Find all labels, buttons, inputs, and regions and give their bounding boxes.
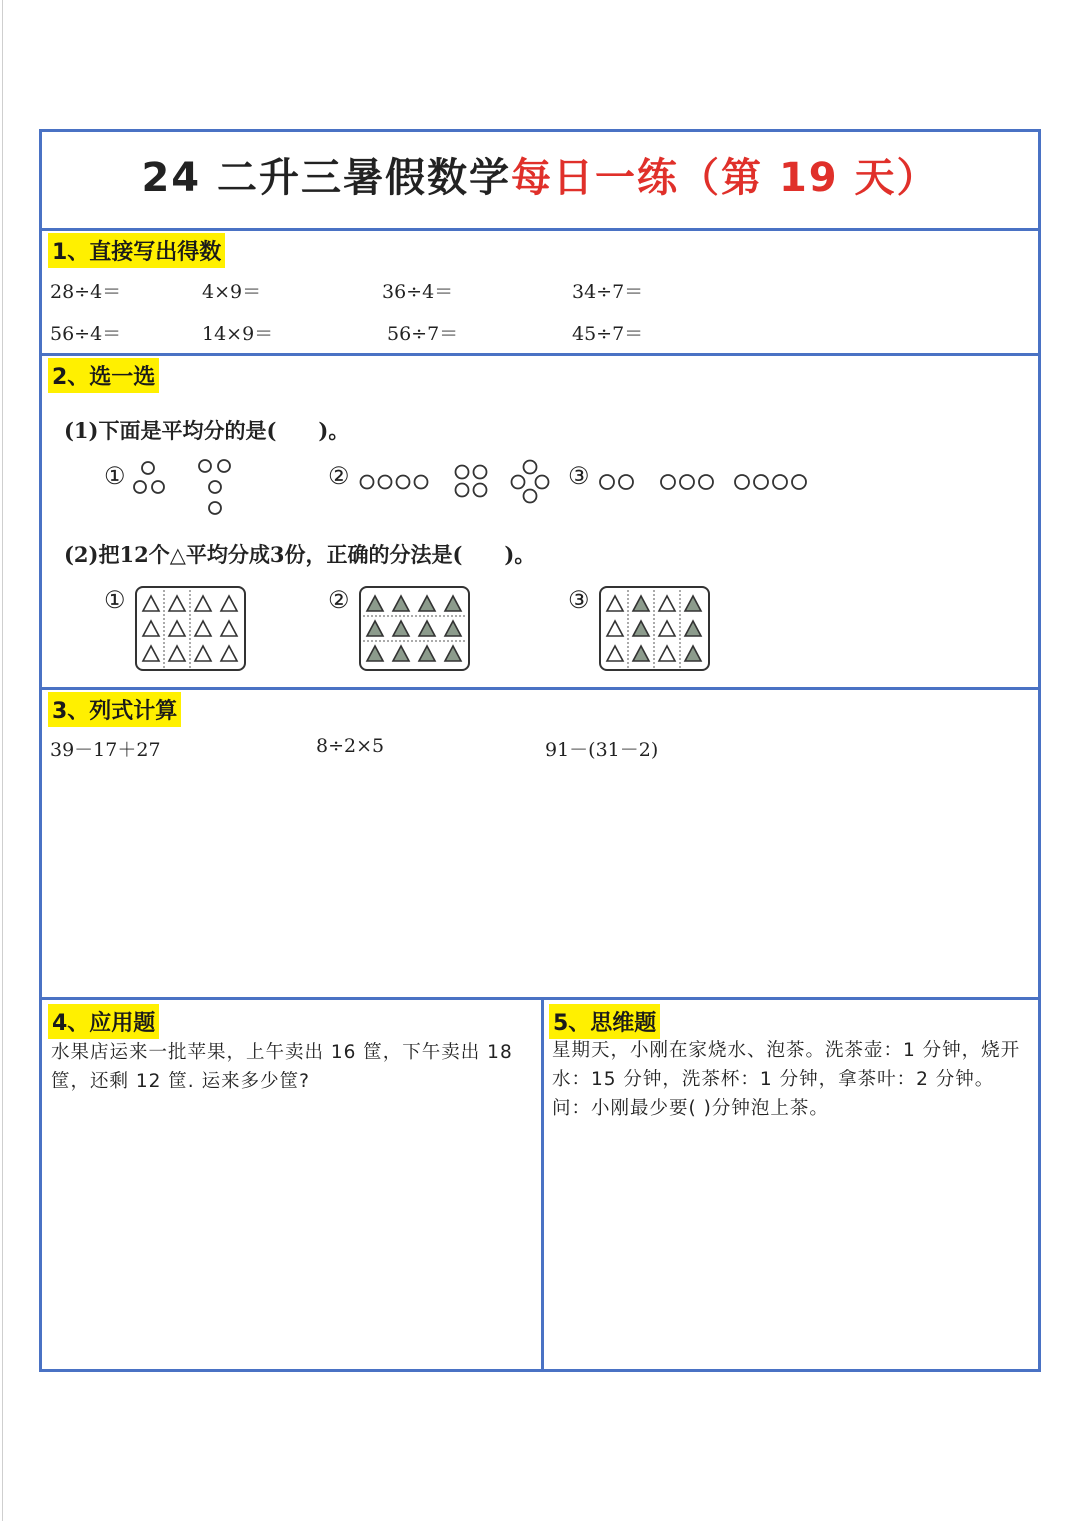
section-5-title: 5、思维题: [549, 1004, 660, 1039]
divider: [42, 228, 1038, 231]
circle-group-option-2: [358, 462, 578, 512]
oral-problem: 45÷7＝: [572, 323, 644, 345]
calc-expression: 39－17＋27: [50, 739, 161, 761]
thinking-problem-text: 星期天，小刚在家烧水、泡茶。洗茶壶：1 分钟，烧开水：15 分钟，洗茶杯：1 分钟，拿茶叶：2 分钟。问：小刚最少要( )分钟泡上茶。: [552, 1040, 1021, 1119]
question-2: (2)把12个△平均分成3份，正确的分法是( )。: [64, 542, 536, 567]
oral-problem: 36÷4＝: [382, 281, 454, 303]
triangle-grid-option-3: [599, 586, 711, 672]
circle-group-option-1: [130, 460, 250, 520]
option-3-label: ③: [568, 586, 590, 614]
question-1: (1)下面是平均分的是( )。: [64, 418, 350, 443]
word-problem-text: 水果店运来一批苹果，上午卖出 16 筐，下午卖出 18 筐，还剩 12 筐. 运来多少筐?: [51, 1042, 513, 1092]
oral-problem: 4×9＝: [202, 281, 262, 303]
section-4-title: 4、应用题: [48, 1004, 159, 1039]
oral-problem: 28÷4＝: [50, 281, 122, 303]
calc-expression: 91－(31－2): [545, 739, 659, 761]
option-1-label: ①: [104, 586, 126, 614]
section-1-title: 1、直接写出得数: [48, 233, 225, 268]
page-edge: [2, 0, 3, 1521]
section-3-title: 3、列式计算: [48, 692, 181, 727]
divider: [42, 687, 1038, 690]
option-2-label: ②: [328, 462, 350, 490]
divider: [42, 997, 1038, 1000]
triangle-grid-option-2: [359, 586, 471, 672]
worksheet: [39, 129, 1041, 1372]
column-divider: [541, 1000, 544, 1372]
circle-group-option-3: [598, 470, 818, 510]
page-title: [42, 146, 1038, 203]
title-highlight: 每日一练（第 19 天）: [511, 155, 939, 201]
option-1-label: ①: [104, 462, 126, 490]
calc-expression: 8÷2×5: [316, 735, 385, 757]
section-2-title: 2、选一选: [48, 358, 159, 393]
title-main: 24 二升三暑假数学: [141, 155, 512, 201]
oral-problem: 34÷7＝: [572, 281, 644, 303]
triangle-grid-option-1: [135, 586, 247, 672]
divider: [42, 353, 1038, 356]
oral-problem: 56÷4＝: [50, 323, 122, 345]
option-3-label: ③: [568, 462, 590, 490]
oral-problem: 14×9＝: [202, 323, 274, 345]
oral-problem: 56÷7＝: [387, 323, 459, 345]
option-2-label: ②: [328, 586, 350, 614]
